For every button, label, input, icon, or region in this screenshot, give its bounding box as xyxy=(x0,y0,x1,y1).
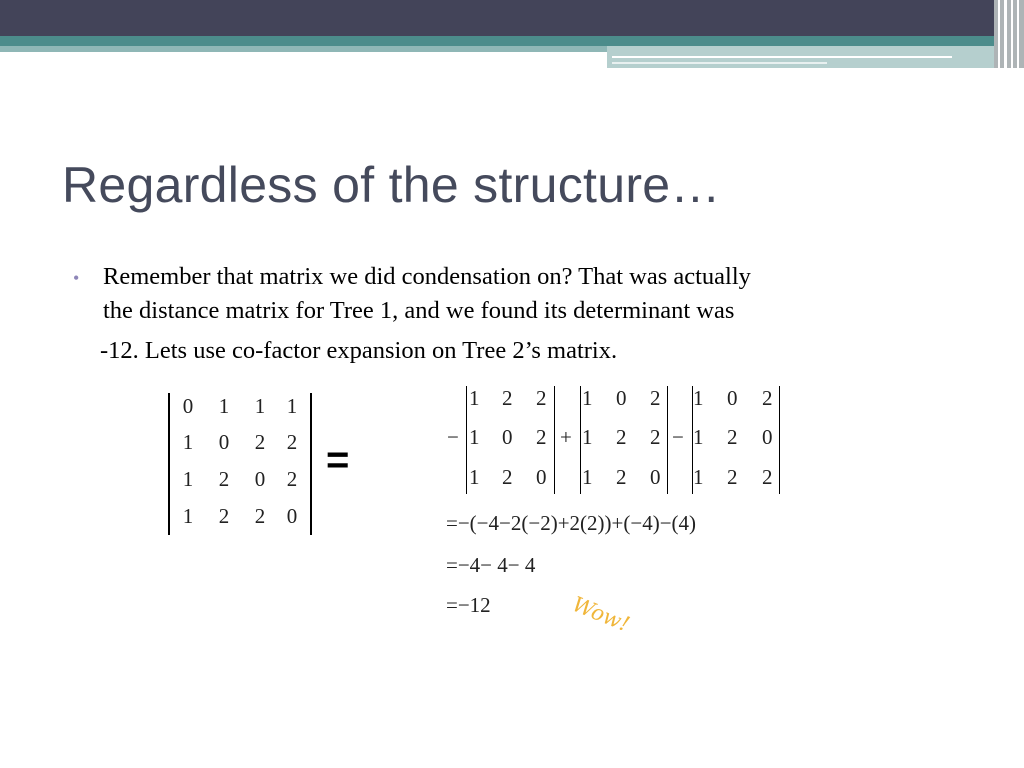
minor-cell: 1 xyxy=(582,465,593,489)
equals-sign: = xyxy=(326,438,350,482)
expansion-step: =−4− 4− 4 xyxy=(446,553,536,577)
minor-cell: 1 xyxy=(693,386,704,410)
header-stripe xyxy=(1017,0,1019,68)
minor-cell: 2 xyxy=(616,425,627,449)
bullet-line: Remember that matrix we did condensation on? That was actually xyxy=(103,263,751,290)
minor-cell: 2 xyxy=(616,465,627,489)
minor-cell: 1 xyxy=(693,465,704,489)
matrix-cell: 2 xyxy=(218,467,230,491)
determinant-bar xyxy=(466,386,467,494)
matrix-cell: 2 xyxy=(254,504,266,528)
minor-cell: 0 xyxy=(502,425,513,449)
bullet-line: -12. Lets use co-factor expansion on Tree 2’s matrix. xyxy=(100,337,618,364)
determinant-bar xyxy=(667,386,668,494)
minor-cell: 1 xyxy=(582,386,593,410)
minor-cell: 2 xyxy=(536,386,547,410)
matrix-cell: 2 xyxy=(286,467,298,491)
matrix-cell: 1 xyxy=(254,394,266,418)
cofactor-sign: − xyxy=(672,425,684,449)
header-accent-line xyxy=(612,62,827,64)
expansion-step: =−(−4−2(−2)+2(2))+(−4)−(4) xyxy=(446,511,697,535)
header-stripe xyxy=(1011,0,1013,68)
minor-cell: 2 xyxy=(727,465,738,489)
minor-cell: 0 xyxy=(616,386,627,410)
bullet-text xyxy=(100,260,953,368)
expansion-result: =−12 xyxy=(446,593,491,617)
determinant-bar xyxy=(554,386,555,494)
determinant-bar xyxy=(580,386,581,494)
minor-cell: 1 xyxy=(469,386,480,410)
header-accent-bar xyxy=(0,36,1000,46)
matrix-cell: 2 xyxy=(286,430,298,454)
header-accent-bar-light xyxy=(0,46,607,52)
minor-cell: 1 xyxy=(693,425,704,449)
matrix-cell: 2 xyxy=(218,504,230,528)
cofactor-sign: − xyxy=(447,425,459,449)
matrix-cell: 1 xyxy=(182,504,194,528)
annotation-wow: Wow! xyxy=(569,592,633,637)
header-accent-line xyxy=(612,56,952,58)
matrix-cell: 1 xyxy=(182,430,194,454)
matrix-cell: 1 xyxy=(218,394,230,418)
minor-cell: 1 xyxy=(582,425,593,449)
minor-cell: 0 xyxy=(762,425,773,449)
minor-cell: 2 xyxy=(502,386,513,410)
bullet-line: the distance matrix for Tree 1, and we found its determinant was xyxy=(103,297,735,324)
matrix-cell: 0 xyxy=(254,467,266,491)
matrix-cell: 0 xyxy=(286,504,298,528)
minor-cell: 2 xyxy=(650,386,661,410)
minor-cell: 0 xyxy=(536,465,547,489)
slide-title: Regardless of the structure… xyxy=(62,157,721,213)
minor-cell: 2 xyxy=(536,425,547,449)
matrix-cell: 0 xyxy=(182,394,194,418)
matrix-cell: 1 xyxy=(182,467,194,491)
cofactor-sign: + xyxy=(560,425,572,449)
bullet-marker: • xyxy=(73,268,80,288)
minor-cell: 2 xyxy=(762,465,773,489)
minor-cell: 2 xyxy=(762,386,773,410)
matrix-cell: 0 xyxy=(218,430,230,454)
matrix-determinant xyxy=(168,393,312,535)
minor-cell: 2 xyxy=(727,425,738,449)
minor-cell: 1 xyxy=(469,465,480,489)
minor-cell: 2 xyxy=(650,425,661,449)
matrix-cell: 1 xyxy=(286,394,298,418)
minor-cell: 1 xyxy=(469,425,480,449)
minor-cell: 2 xyxy=(502,465,513,489)
header-bar xyxy=(0,0,1024,36)
matrix-cell: 2 xyxy=(254,430,266,454)
header-stripe xyxy=(998,0,1000,68)
determinant-bar xyxy=(779,386,780,494)
header-stripe xyxy=(1004,0,1007,68)
minor-cell: 0 xyxy=(727,386,738,410)
minor-cell: 0 xyxy=(650,465,661,489)
